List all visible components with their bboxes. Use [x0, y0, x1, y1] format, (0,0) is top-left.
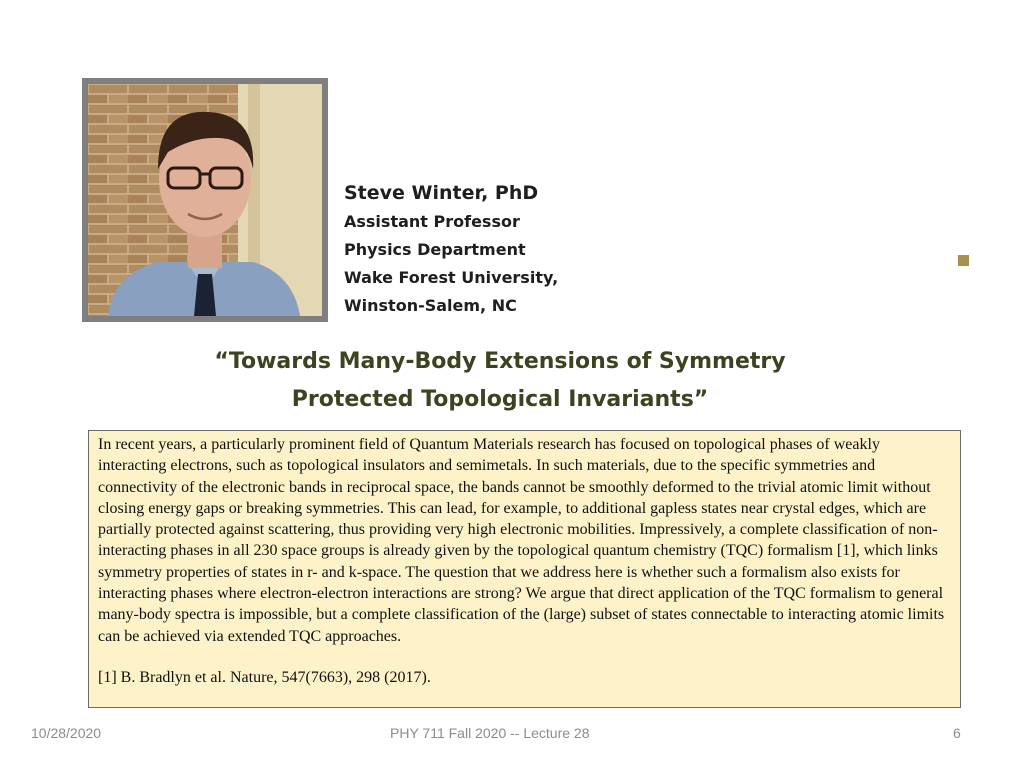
talk-title	[100, 343, 900, 419]
abstract-box	[88, 430, 961, 708]
talk-title-line2: Protected Topological Invariants”	[291, 387, 709, 412]
speaker-department: Physics Department	[344, 240, 526, 259]
speaker-info	[344, 178, 558, 320]
talk-title-line1: “Towards Many-Body Extensions of Symmetry	[214, 349, 786, 374]
speaker-photo	[88, 84, 322, 316]
abstract-text: In recent years, a particularly prominent field of Quantum Materials research has focused on topological phases of weakly interacting electrons, such as topological insulators and semimetals. In such materials, due to the specific symmetries and connectivity of the electronic bands in reciprocal space, the bands cannot be smoothly deformed to the trivial atomic limit without closing energy gaps or breaking symmetries. This can lead, for example, to additional gapless states near crystal edges, which are partially protected against scattering, thus providing very high electronic mobilities. Impressively, a complete classification of non-interacting phases in all 230 space groups is already given by the topological quantum chemistry (TQC) formalism [1], which links symmetry properties of states in r- and k-space. The question that we address here is whether such a formalism also exists for interacting phases where electron-electron interactions are strong? We argue that direct application of the TQC formalism to general many-body spectra is impossible, but a complete classification of the (large) subset of states connectable to interacting atomic limits can be achieved via extended TQC approaches.	[98, 436, 945, 645]
bullet-square-icon	[958, 255, 969, 266]
speaker-location: Winston-Salem, NC	[344, 296, 517, 315]
footer-course: PHY 711 Fall 2020 -- Lecture 28	[390, 725, 590, 741]
speaker-position: Assistant Professor	[344, 212, 520, 231]
footer-page-number: 6	[953, 725, 961, 741]
abstract-reference: [1] B. Bradlyn et al. Nature, 547(7663), 298 (2017).	[98, 668, 431, 686]
speaker-name: Steve Winter, PhD	[344, 182, 539, 204]
speaker-photo-frame	[82, 78, 328, 322]
speaker-university: Wake Forest University,	[344, 268, 559, 287]
footer-date: 10/28/2020	[31, 725, 102, 741]
